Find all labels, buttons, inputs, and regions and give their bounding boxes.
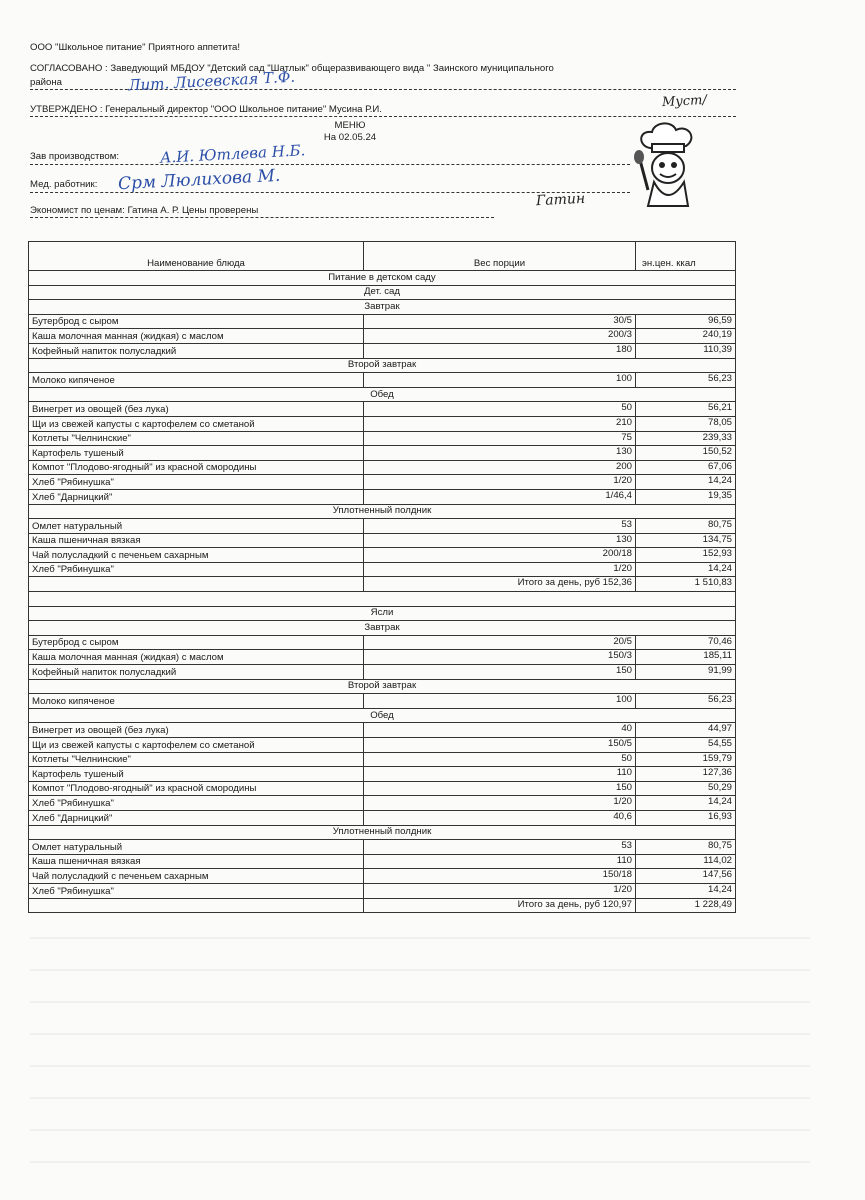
portion-weight: 100	[364, 373, 636, 388]
table-row	[29, 343, 736, 358]
energy-kcal: 67,06	[636, 460, 736, 475]
section-row	[29, 708, 736, 723]
table-row	[29, 869, 736, 884]
section-title: Уплотненный полдник	[29, 825, 736, 840]
portion-weight: 30/5	[364, 314, 636, 329]
blank-cell	[29, 592, 736, 607]
energy-kcal: 159,79	[636, 752, 736, 767]
energy-kcal: 44,97	[636, 723, 736, 738]
dish-name: Щи из свежей капусты с картофелем со сметаной	[29, 416, 364, 431]
agreed-signature: Лит. Лисевская Т.Ф.	[127, 67, 296, 95]
dish-name: Каша молочная манная (жидкая) с маслом	[29, 329, 364, 344]
dish-name: Каша пшеничная вязкая	[29, 854, 364, 869]
table-row	[29, 810, 736, 825]
economist-underline	[30, 217, 494, 218]
table-row	[29, 489, 736, 504]
section-title: Второй завтрак	[29, 679, 736, 694]
dish-name: Кофейный напиток полусладкий	[29, 343, 364, 358]
dish-name: Омлет натуральный	[29, 840, 364, 855]
total-row	[29, 577, 736, 592]
dish-name: Винегрет из овощей (без лука)	[29, 402, 364, 417]
energy-kcal: 96,59	[636, 314, 736, 329]
table-row	[29, 460, 736, 475]
total-label: Итого за день, руб 120,97	[364, 898, 636, 913]
dish-name: Чай полусладкий с печеньем сахарным	[29, 869, 364, 884]
section-title: Обед	[29, 387, 736, 402]
table-row	[29, 431, 736, 446]
approved-line: УТВЕРЖДЕНО : Генеральный директор "ООО Школьное питание" Мусина Р.И.	[30, 104, 382, 115]
table-row	[29, 694, 736, 709]
column-header-weight: Вес порции	[364, 242, 636, 271]
dish-name: Хлеб "Рябинушка"	[29, 475, 364, 490]
portion-weight: 75	[364, 431, 636, 446]
total-row	[29, 898, 736, 913]
portion-weight: 1/20	[364, 475, 636, 490]
dish-name: Хлеб "Рябинушка"	[29, 883, 364, 898]
energy-kcal: 91,99	[636, 665, 736, 680]
table-row	[29, 883, 736, 898]
energy-kcal: 70,46	[636, 635, 736, 650]
table-row	[29, 416, 736, 431]
table-row	[29, 665, 736, 680]
section-row	[29, 358, 736, 373]
table-row	[29, 840, 736, 855]
table-row	[29, 519, 736, 534]
table-row	[29, 781, 736, 796]
dish-name: Щи из свежей капусты с картофелем со сметаной	[29, 738, 364, 753]
section-row	[29, 621, 736, 636]
portion-weight: 130	[364, 446, 636, 461]
approved-underline	[30, 116, 736, 117]
section-title: Дет. сад	[29, 285, 736, 300]
agreed-line: СОГЛАСОВАНО : Заведующий МБДОУ "Детский сад "Шатлык" общеразвивающего вида " Заинского муниципального	[30, 63, 554, 74]
table-row	[29, 854, 736, 869]
dish-name: Каша молочная манная (жидкая) с маслом	[29, 650, 364, 665]
energy-kcal: 19,35	[636, 489, 736, 504]
energy-kcal: 239,33	[636, 431, 736, 446]
portion-weight: 150/5	[364, 738, 636, 753]
total-kcal: 1 228,49	[636, 898, 736, 913]
production-label: Зав производством:	[30, 151, 120, 162]
company-line: ООО "Школьное питание" Приятного аппетита!	[30, 42, 241, 53]
dish-name: Каша пшеничная вязкая	[29, 533, 364, 548]
table-row	[29, 402, 736, 417]
economist-line: Экономист по ценам: Гатина А. Р. Цены проверены	[30, 205, 259, 216]
energy-kcal: 80,75	[636, 840, 736, 855]
section-title: Питание в детском саду	[29, 271, 736, 286]
dish-name: Картофель тушеный	[29, 446, 364, 461]
dish-name: Котлеты "Челнинские"	[29, 752, 364, 767]
dish-name: Картофель тушеный	[29, 767, 364, 782]
chef-logo-icon	[632, 120, 702, 210]
section-row	[29, 679, 736, 694]
section-row	[29, 300, 736, 315]
table-row	[29, 752, 736, 767]
energy-kcal: 80,75	[636, 519, 736, 534]
column-header-kcal: эн.цен. ккал	[636, 242, 736, 271]
energy-kcal: 56,23	[636, 373, 736, 388]
energy-kcal: 50,29	[636, 781, 736, 796]
dish-name: Молоко кипяченое	[29, 694, 364, 709]
energy-kcal: 134,75	[636, 533, 736, 548]
menu-table-body	[29, 271, 736, 913]
energy-kcal: 150,52	[636, 446, 736, 461]
medic-signature: Срм Люлихова М.	[117, 165, 281, 195]
menu-date: На 02.05.24	[323, 132, 377, 143]
approved-signature: Муст/	[661, 92, 708, 111]
portion-weight: 150	[364, 665, 636, 680]
energy-kcal: 110,39	[636, 343, 736, 358]
production-signature: А.И. Ютлева Н.Б.	[159, 141, 306, 167]
table-row	[29, 723, 736, 738]
portion-weight: 1/20	[364, 883, 636, 898]
energy-kcal: 240,19	[636, 329, 736, 344]
portion-weight: 200	[364, 460, 636, 475]
portion-weight: 1/20	[364, 796, 636, 811]
total-kcal: 1 510,83	[636, 577, 736, 592]
dish-name: Хлеб "Дарницкий"	[29, 810, 364, 825]
portion-weight: 110	[364, 767, 636, 782]
dish-name: Хлеб "Рябинушка"	[29, 562, 364, 577]
energy-kcal: 14,24	[636, 562, 736, 577]
section-title: Уплотненный полдник	[29, 504, 736, 519]
dish-name: Бутерброд с сыром	[29, 314, 364, 329]
portion-weight: 110	[364, 854, 636, 869]
energy-kcal: 56,23	[636, 694, 736, 709]
portion-weight: 53	[364, 840, 636, 855]
section-row	[29, 504, 736, 519]
section-title: Завтрак	[29, 300, 736, 315]
portion-weight: 1/46,4	[364, 489, 636, 504]
table-row	[29, 767, 736, 782]
energy-kcal: 16,93	[636, 810, 736, 825]
energy-kcal: 14,24	[636, 475, 736, 490]
portion-weight: 50	[364, 752, 636, 767]
total-label: Итого за день, руб 152,36	[364, 577, 636, 592]
total-spacer	[29, 898, 364, 913]
table-row	[29, 796, 736, 811]
dish-name: Хлеб "Дарницкий"	[29, 489, 364, 504]
portion-weight: 150/3	[364, 650, 636, 665]
energy-kcal: 14,24	[636, 883, 736, 898]
portion-weight: 40	[364, 723, 636, 738]
section-title: Ясли	[29, 606, 736, 621]
portion-weight: 150/18	[364, 869, 636, 884]
energy-kcal: 114,02	[636, 854, 736, 869]
energy-kcal: 54,55	[636, 738, 736, 753]
dish-name: Чай полусладкий с печеньем сахарным	[29, 548, 364, 563]
table-row	[29, 314, 736, 329]
energy-kcal: 127,36	[636, 767, 736, 782]
dish-name: Компот "Плодово-ягодный" из красной смородины	[29, 460, 364, 475]
portion-weight: 50	[364, 402, 636, 417]
dish-name: Омлет натуральный	[29, 519, 364, 534]
portion-weight: 1/20	[364, 562, 636, 577]
table-row	[29, 738, 736, 753]
table-row	[29, 373, 736, 388]
table-row	[29, 562, 736, 577]
energy-kcal: 14,24	[636, 796, 736, 811]
portion-weight: 150	[364, 781, 636, 796]
medic-label: Мед. работник:	[30, 179, 98, 190]
agreed-line-cont: района	[30, 77, 62, 88]
portion-weight: 40,6	[364, 810, 636, 825]
energy-kcal: 185,11	[636, 650, 736, 665]
table-header-row	[29, 242, 736, 271]
portion-weight: 210	[364, 416, 636, 431]
energy-kcal: 78,05	[636, 416, 736, 431]
portion-weight: 200/3	[364, 329, 636, 344]
table-row	[29, 446, 736, 461]
table-row	[29, 329, 736, 344]
total-spacer	[29, 577, 364, 592]
portion-weight: 100	[364, 694, 636, 709]
energy-kcal: 56,21	[636, 402, 736, 417]
economist-signature: Гатин	[535, 190, 586, 210]
table-row	[29, 475, 736, 490]
dish-name: Компот "Плодово-ягодный" из красной смородины	[29, 781, 364, 796]
dish-name: Хлеб "Рябинушка"	[29, 796, 364, 811]
dish-name: Молоко кипяченое	[29, 373, 364, 388]
blank-row	[29, 592, 736, 607]
section-row	[29, 285, 736, 300]
section-row	[29, 271, 736, 286]
section-row	[29, 606, 736, 621]
bleed-through-shadow	[30, 918, 820, 1178]
table-row	[29, 548, 736, 563]
menu-table	[28, 241, 736, 913]
menu-label: МЕНЮ	[334, 120, 366, 131]
dish-name: Кофейный напиток полусладкий	[29, 665, 364, 680]
section-title: Обед	[29, 708, 736, 723]
section-row	[29, 387, 736, 402]
portion-weight: 200/18	[364, 548, 636, 563]
section-row	[29, 825, 736, 840]
table-row	[29, 533, 736, 548]
portion-weight: 20/5	[364, 635, 636, 650]
table-row	[29, 635, 736, 650]
energy-kcal: 147,56	[636, 869, 736, 884]
portion-weight: 180	[364, 343, 636, 358]
dish-name: Бутерброд с сыром	[29, 635, 364, 650]
production-underline	[30, 164, 630, 165]
column-header-dish: Наименование блюда	[29, 242, 364, 271]
portion-weight: 130	[364, 533, 636, 548]
section-title: Завтрак	[29, 621, 736, 636]
energy-kcal: 152,93	[636, 548, 736, 563]
dish-name: Котлеты "Челнинские"	[29, 431, 364, 446]
portion-weight: 53	[364, 519, 636, 534]
dish-name: Винегрет из овощей (без лука)	[29, 723, 364, 738]
section-title: Второй завтрак	[29, 358, 736, 373]
table-row	[29, 650, 736, 665]
